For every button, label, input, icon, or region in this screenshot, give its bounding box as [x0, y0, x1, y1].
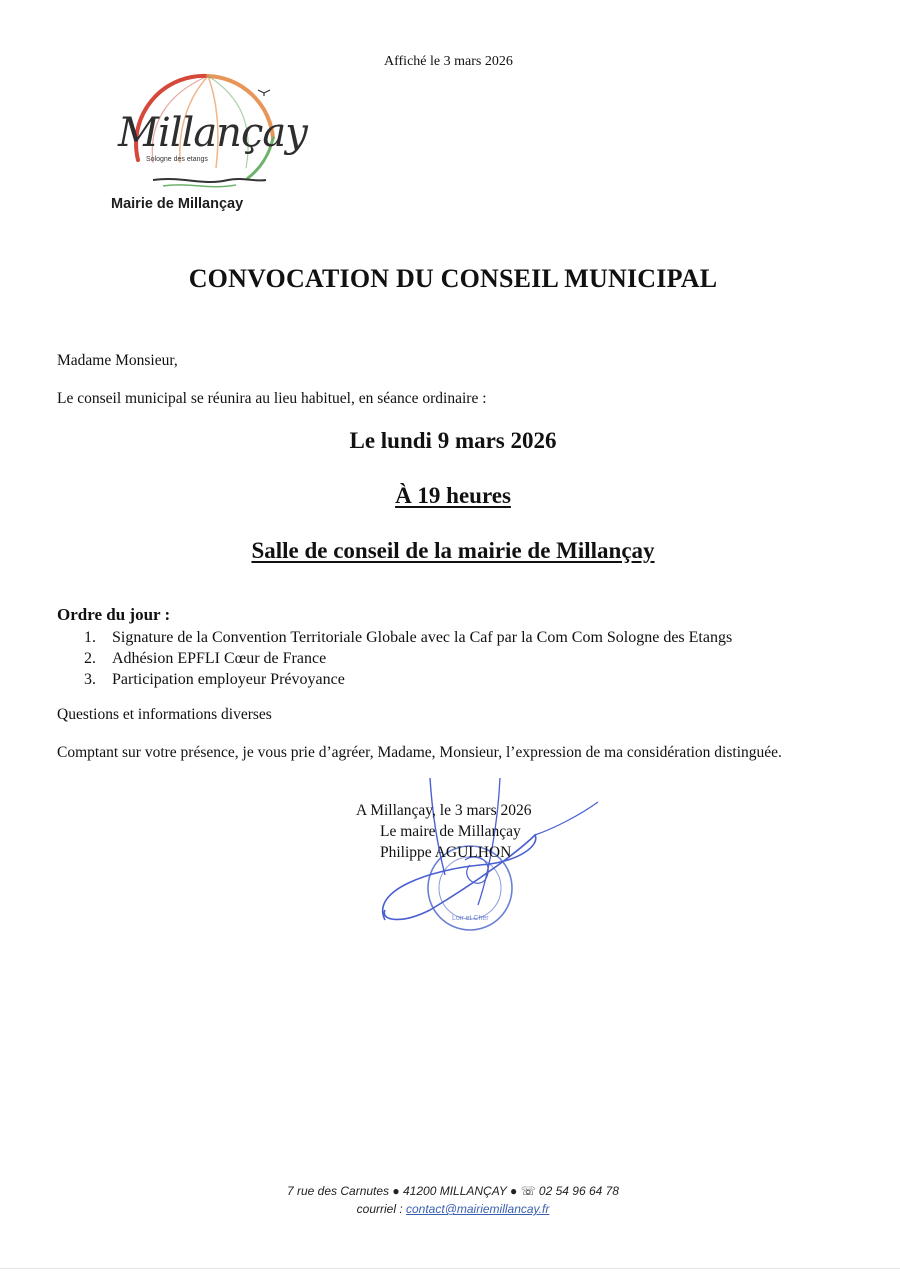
meeting-time-wrap: [0, 483, 900, 509]
salutation: Madame Monsieur,: [57, 352, 178, 369]
agenda-item: [84, 627, 732, 648]
document-title: CONVOCATION DU CONSEIL MUNICIPAL: [188, 264, 718, 293]
footer: [0, 1182, 900, 1218]
meeting-time: À 19 heures: [395, 483, 511, 508]
bullet-icon: ●: [509, 1184, 521, 1198]
closing-formula: Comptant sur votre présence, je vous prie d’agréer, Madame, Monsieur, l’expression de ma considération distinguée.: [57, 744, 782, 761]
intro-text: Le conseil municipal se réunira au lieu habituel, en séance ordinaire :: [57, 390, 487, 407]
posted-date: Affiché le 3 mars 2026: [384, 54, 513, 69]
stamp-text: Loir et Cher: [452, 915, 489, 922]
meeting-location: Salle de conseil de la mairie de Millançay: [251, 538, 655, 563]
agenda-item-text: Signature de la Convention Territoriale Globale avec la Caf par la Com Com Sologne des Etangs: [112, 629, 733, 646]
agenda-item: [84, 648, 732, 669]
agenda-item-text: Participation employeur Prévoyance: [112, 671, 345, 688]
footer-email-label: courriel :: [356, 1202, 406, 1216]
mairie-name: Mairie de Millançay: [111, 196, 244, 212]
page-bottom-edge: [0, 1268, 900, 1269]
meeting-date: Le lundi 9 mars 2026: [349, 428, 557, 453]
agenda-item-number: 3.: [84, 671, 96, 688]
footer-phone: 02 54 96 64 78: [538, 1184, 619, 1198]
footer-postal: 41200 MILLANÇAY: [403, 1184, 507, 1198]
footer-email-link[interactable]: contact@mairiemillancay.fr: [406, 1202, 550, 1216]
signature-place-date: A Millançay, le 3 mars 2026: [356, 802, 532, 819]
logo-subtitle: Sologne des etangs: [146, 156, 208, 163]
agenda-item-text: Adhésion EPFLI Cœur de France: [112, 650, 327, 667]
questions-line: Questions et informations diverses: [57, 706, 272, 723]
meeting-location-wrap: [0, 538, 900, 564]
signature-role: Le maire de Millançay: [380, 823, 521, 840]
agenda-list: [84, 627, 732, 690]
agenda-item-number: 2.: [84, 650, 96, 667]
signature-name: Philippe AGULHON: [380, 844, 512, 861]
phone-icon: ☏: [520, 1184, 539, 1198]
signature-block: [356, 800, 532, 863]
logo-wordmark: Millançay: [118, 110, 307, 156]
footer-contact-line: [0, 1182, 900, 1200]
agenda-item-number: 1.: [84, 629, 96, 646]
bullet-icon: ●: [392, 1184, 403, 1198]
agenda-title: Ordre du jour :: [57, 605, 171, 624]
footer-address: 7 rue des Carnutes: [287, 1184, 390, 1198]
agenda-item: [84, 669, 732, 690]
footer-email-line: [0, 1200, 900, 1218]
